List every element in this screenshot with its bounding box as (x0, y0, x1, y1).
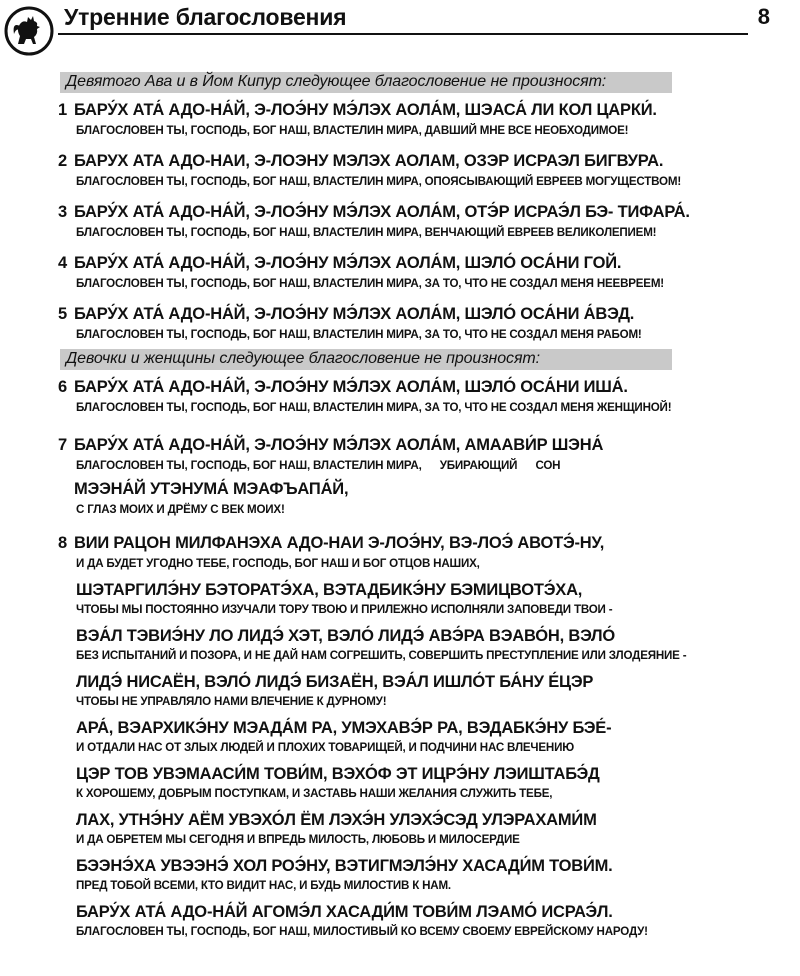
verse-pair (58, 581, 770, 616)
page-title: Утренние благословения (64, 4, 347, 30)
instruction-note: Девочки и женщины следующее благословение не произносят: (60, 349, 672, 370)
verse-translation: БЕЗ ИСПЫТАНИЙ И ПОЗОРА, И НЕ ДАЙ НАМ СОГРЕШИТЬ, СОВЕРШИТЬ ПРЕСТУПЛЕНИЕ ИЛИ ЗЛОДЕЯНИЕ - (76, 649, 687, 662)
blessing-number: 6 (58, 378, 67, 396)
verse-transliteration: ВЭА́Л ТЭВИЭ́НУ ЛО ЛИДЭ́ ХЭТ, ВЭЛО́ ЛИДЭ́ АВЭ́РА ВЭАВО́Н, ВЭЛО́ (76, 627, 616, 645)
blessing-transliteration: БАРУ́Х АТА́ АДО-НА́Й, Э-ЛОЭ́НУ МЭ́ЛЭХ АОЛА́М, ОТЭ́Р ИСРАЭ́Л БЭ- ТИФАРА́. (74, 203, 690, 221)
verse-transliteration: ШЭТАРГИЛЭ́НУ БЭТОРАТЭ́ХА, ВЭТАДБИКЭ́НУ БЭМИЦВОТЭ́ХА, (76, 581, 583, 599)
blessing-number: 2 (58, 152, 67, 170)
verse-transliteration: ЦЭР ТОВ УВЭМААСИ́М ТОВИ́М, ВЭХО́Ф ЭТ ИЦРЭ́НУ ЛЭИШТАБЭ́Д (76, 765, 600, 783)
verse-pair (58, 765, 770, 800)
verse-transliteration: ЛАХ, УТНЭ́НУ АЁМ УВЭХО́Л ЁМ ЛЭХЭ́Н УЛЭХЭ́СЭД УЛЭРАХАМИ́М (76, 811, 597, 829)
verse-pair (58, 857, 770, 892)
blessing-item (58, 203, 770, 239)
blessing-item (58, 305, 770, 341)
blessing-translation: С ГЛАЗ МОИХ И ДРЁМУ С ВЕК МОИХ! (76, 503, 285, 516)
blessing-transliteration: БАРУ́Х АТА́ АДО-НА́Й, Э-ЛОЭ́НУ МЭ́ЛЭХ АОЛА́М, ШЭЛО́ ОСА́НИ А́ВЭД. (74, 305, 635, 323)
blessing-transliteration: ВИИ РАЦОН МИЛФАНЭХА АДО-НАИ Э-ЛОЭ́НУ, ВЭ-ЛОЭ́ АВОТЭ́-НУ, (74, 534, 605, 552)
verse-pair (58, 903, 770, 938)
verse-transliteration: ЛИДЭ́ НИСАЁН, ВЭЛО́ ЛИДЭ́ БИЗАЁН, ВЭА́Л ИШЛО́Т БА́НУ Е́ЦЭР (76, 673, 594, 691)
header-divider (58, 33, 748, 35)
rooster-icon (4, 6, 54, 56)
blessing-number: 7 (58, 436, 67, 454)
verse-translation: ЧТОБЫ НЕ УПРАВЛЯЛО НАМИ ВЛЕЧЕНИЕ К ДУРНОМУ! (76, 695, 387, 708)
blessing-number: 1 (58, 101, 67, 119)
blessing-transliteration: БАРУ́Х АТА́ АДО-НА́Й, Э-ЛОЭ́НУ МЭ́ЛЭХ АОЛА́М, АМААВИ́Р ШЭНА́ (74, 436, 604, 454)
page-number: 8 (757, 4, 770, 29)
verse-pair (58, 673, 770, 708)
verse-translation: ЧТОБЫ МЫ ПОСТОЯННО ИЗУЧАЛИ ТОРУ ТВОЮ И ПРИЛЕЖНО ИСПОЛНЯЛИ ЗАПОВЕДИ ТВОИ - (76, 603, 613, 616)
blessing-number: 4 (58, 254, 67, 272)
blessing-item (58, 534, 770, 938)
verse-translation: И ОТДАЛИ НАС ОТ ЗЛЫХ ЛЮДЕЙ И ПЛОХИХ ТОВАРИЩЕЙ, И ПОДЧИНИ НАС ВЛЕЧЕНИЮ (76, 741, 574, 754)
blessing-translation: БЛАГОСЛОВЕН ТЫ, ГОСПОДЬ, БОГ НАШ, ВЛАСТЕЛИН МИРА, ЗА ТО, ЧТО НЕ СОЗДАЛ МЕНЯ НЕЕВРЕЕМ! (76, 277, 664, 290)
verse-pair (58, 627, 770, 662)
blessing-transliteration: БАРУХ АТА АДО-НАИ, Э-ЛОЭНУ МЭЛЭХ АОЛАМ, ОЗЭР ИСРАЭЛ БИГВУРА. (74, 152, 664, 170)
blessing-number: 3 (58, 203, 67, 221)
blessing-transliteration: БАРУ́Х АТА́ АДО-НА́Й, Э-ЛОЭ́НУ МЭ́ЛЭХ АОЛА́М, ШЭЛО́ ОСА́НИ ИША́. (74, 378, 628, 396)
instruction-note: Девятого Ава и в Йом Кипур следующее благословение не произносят: (60, 72, 672, 93)
verse-pair (58, 811, 770, 846)
blessing-number: 8 (58, 534, 67, 552)
blessing-translation: БЛАГОСЛОВЕН ТЫ, ГОСПОДЬ, БОГ НАШ, ВЛАСТЕЛИН МИРА, ВЕНЧАЮЩИЙ ЕВРЕЕВ ВЕЛИКОЛЕПИЕМ! (76, 226, 657, 239)
verse-transliteration: АРА́, ВЭАРХИКЭ́НУ МЭАДА́М РА, УМЭХАВЭ́Р РА, ВЭДАБКЭ́НУ БЭЕ́- (76, 719, 612, 737)
verse-translation: БЛАГОСЛОВЕН ТЫ, ГОСПОДЬ, БОГ НАШ, МИЛОСТИВЫЙ КО ВСЕМУ СВОЕМУ ЕВРЕЙСКОМУ НАРОДУ! (76, 925, 648, 938)
verse-translation: И ДА ОБРЕТЕМ МЫ СЕГОДНЯ И ВПРЕДЬ МИЛОСТЬ, ЛЮБОВЬ И МИЛОСЕРДИЕ (76, 833, 520, 846)
blessing-item (58, 254, 770, 290)
blessing-translation: БЛАГОСЛОВЕН ТЫ, ГОСПОДЬ, БОГ НАШ, ВЛАСТЕЛИН МИРА, ЗА ТО, ЧТО НЕ СОЗДАЛ МЕНЯ ЖЕНЩИНОЙ! (76, 401, 672, 414)
blessing-translation: И ДА БУДЕТ УГОДНО ТЕБЕ, ГОСПОДЬ, БОГ НАШ И БОГ ОТЦОВ НАШИХ, (76, 557, 480, 570)
verse-transliteration: БАРУ́Х АТА́ АДО-НА́Й АГОМЭ́Л ХАСАДИ́М ТОВИ́М ЛЭАМО́ ИСРАЭ́Л. (76, 903, 613, 921)
prayer-content (58, 72, 770, 953)
blessing-transliteration: БАРУ́Х АТА́ АДО-НА́Й, Э-ЛОЭ́НУ МЭ́ЛЭХ АОЛА́М, ШЭЛО́ ОСА́НИ ГОЙ. (74, 254, 622, 272)
blessing-item (58, 436, 770, 516)
blessing-item (58, 378, 770, 414)
blessing-item (58, 101, 770, 137)
blessing-item (58, 152, 770, 188)
page-header (0, 0, 800, 56)
blessing-translation: БЛАГОСЛОВЕН ТЫ, ГОСПОДЬ, БОГ НАШ, ВЛАСТЕЛИН МИРА, ЗА ТО, ЧТО НЕ СОЗДАЛ МЕНЯ РАБОМ! (76, 328, 642, 341)
blessing-transliteration: БАРУ́Х АТА́ АДО-НА́Й, Э-ЛОЭ́НУ МЭ́ЛЭХ АОЛА́М, ШЭАСА́ ЛИ КОЛ ЦАРКИ́. (74, 101, 657, 119)
blessing-translation: БЛАГОСЛОВЕН ТЫ, ГОСПОДЬ, БОГ НАШ, ВЛАСТЕЛИН МИРА, ОПОЯСЫВАЮЩИЙ ЕВРЕЕВ МОГУЩЕСТВОМ! (76, 175, 681, 188)
verse-translation: К ХОРОШЕМУ, ДОБРЫМ ПОСТУПКАМ, И ЗАСТАВЬ НАШИ ЖЕЛАНИЯ СЛУЖИТЬ ТЕБЕ, (76, 787, 553, 800)
blessing-transliteration: МЭЭНА́Й УТЭНУМА́ МЭАФЪАПА́Й, (74, 480, 349, 498)
blessing-number: 5 (58, 305, 67, 323)
verse-pair (58, 719, 770, 754)
verse-transliteration: БЭЭНЭ́ХА УВЭЭНЭ́ ХОЛ РОЭ́НУ, ВЭТИГМЭЛЭ́НУ ХАСАДИ́М ТОВИ́М. (76, 857, 613, 875)
blessing-translation: БЛАГОСЛОВЕН ТЫ, ГОСПОДЬ, БОГ НАШ, ВЛАСТЕЛИН МИРА, ДАВШИЙ МНЕ ВСЕ НЕОБХОДИМОЕ! (76, 124, 629, 137)
verse-translation: ПРЕД ТОБОЙ ВСЕМИ, КТО ВИДИТ НАС, И БУДЬ МИЛОСТИВ К НАМ. (76, 879, 451, 892)
blessing-translation: БЛАГОСЛОВЕН ТЫ, ГОСПОДЬ, БОГ НАШ, ВЛАСТЕЛИН МИРА, УБИРАЮЩИЙ СОН (76, 459, 561, 472)
